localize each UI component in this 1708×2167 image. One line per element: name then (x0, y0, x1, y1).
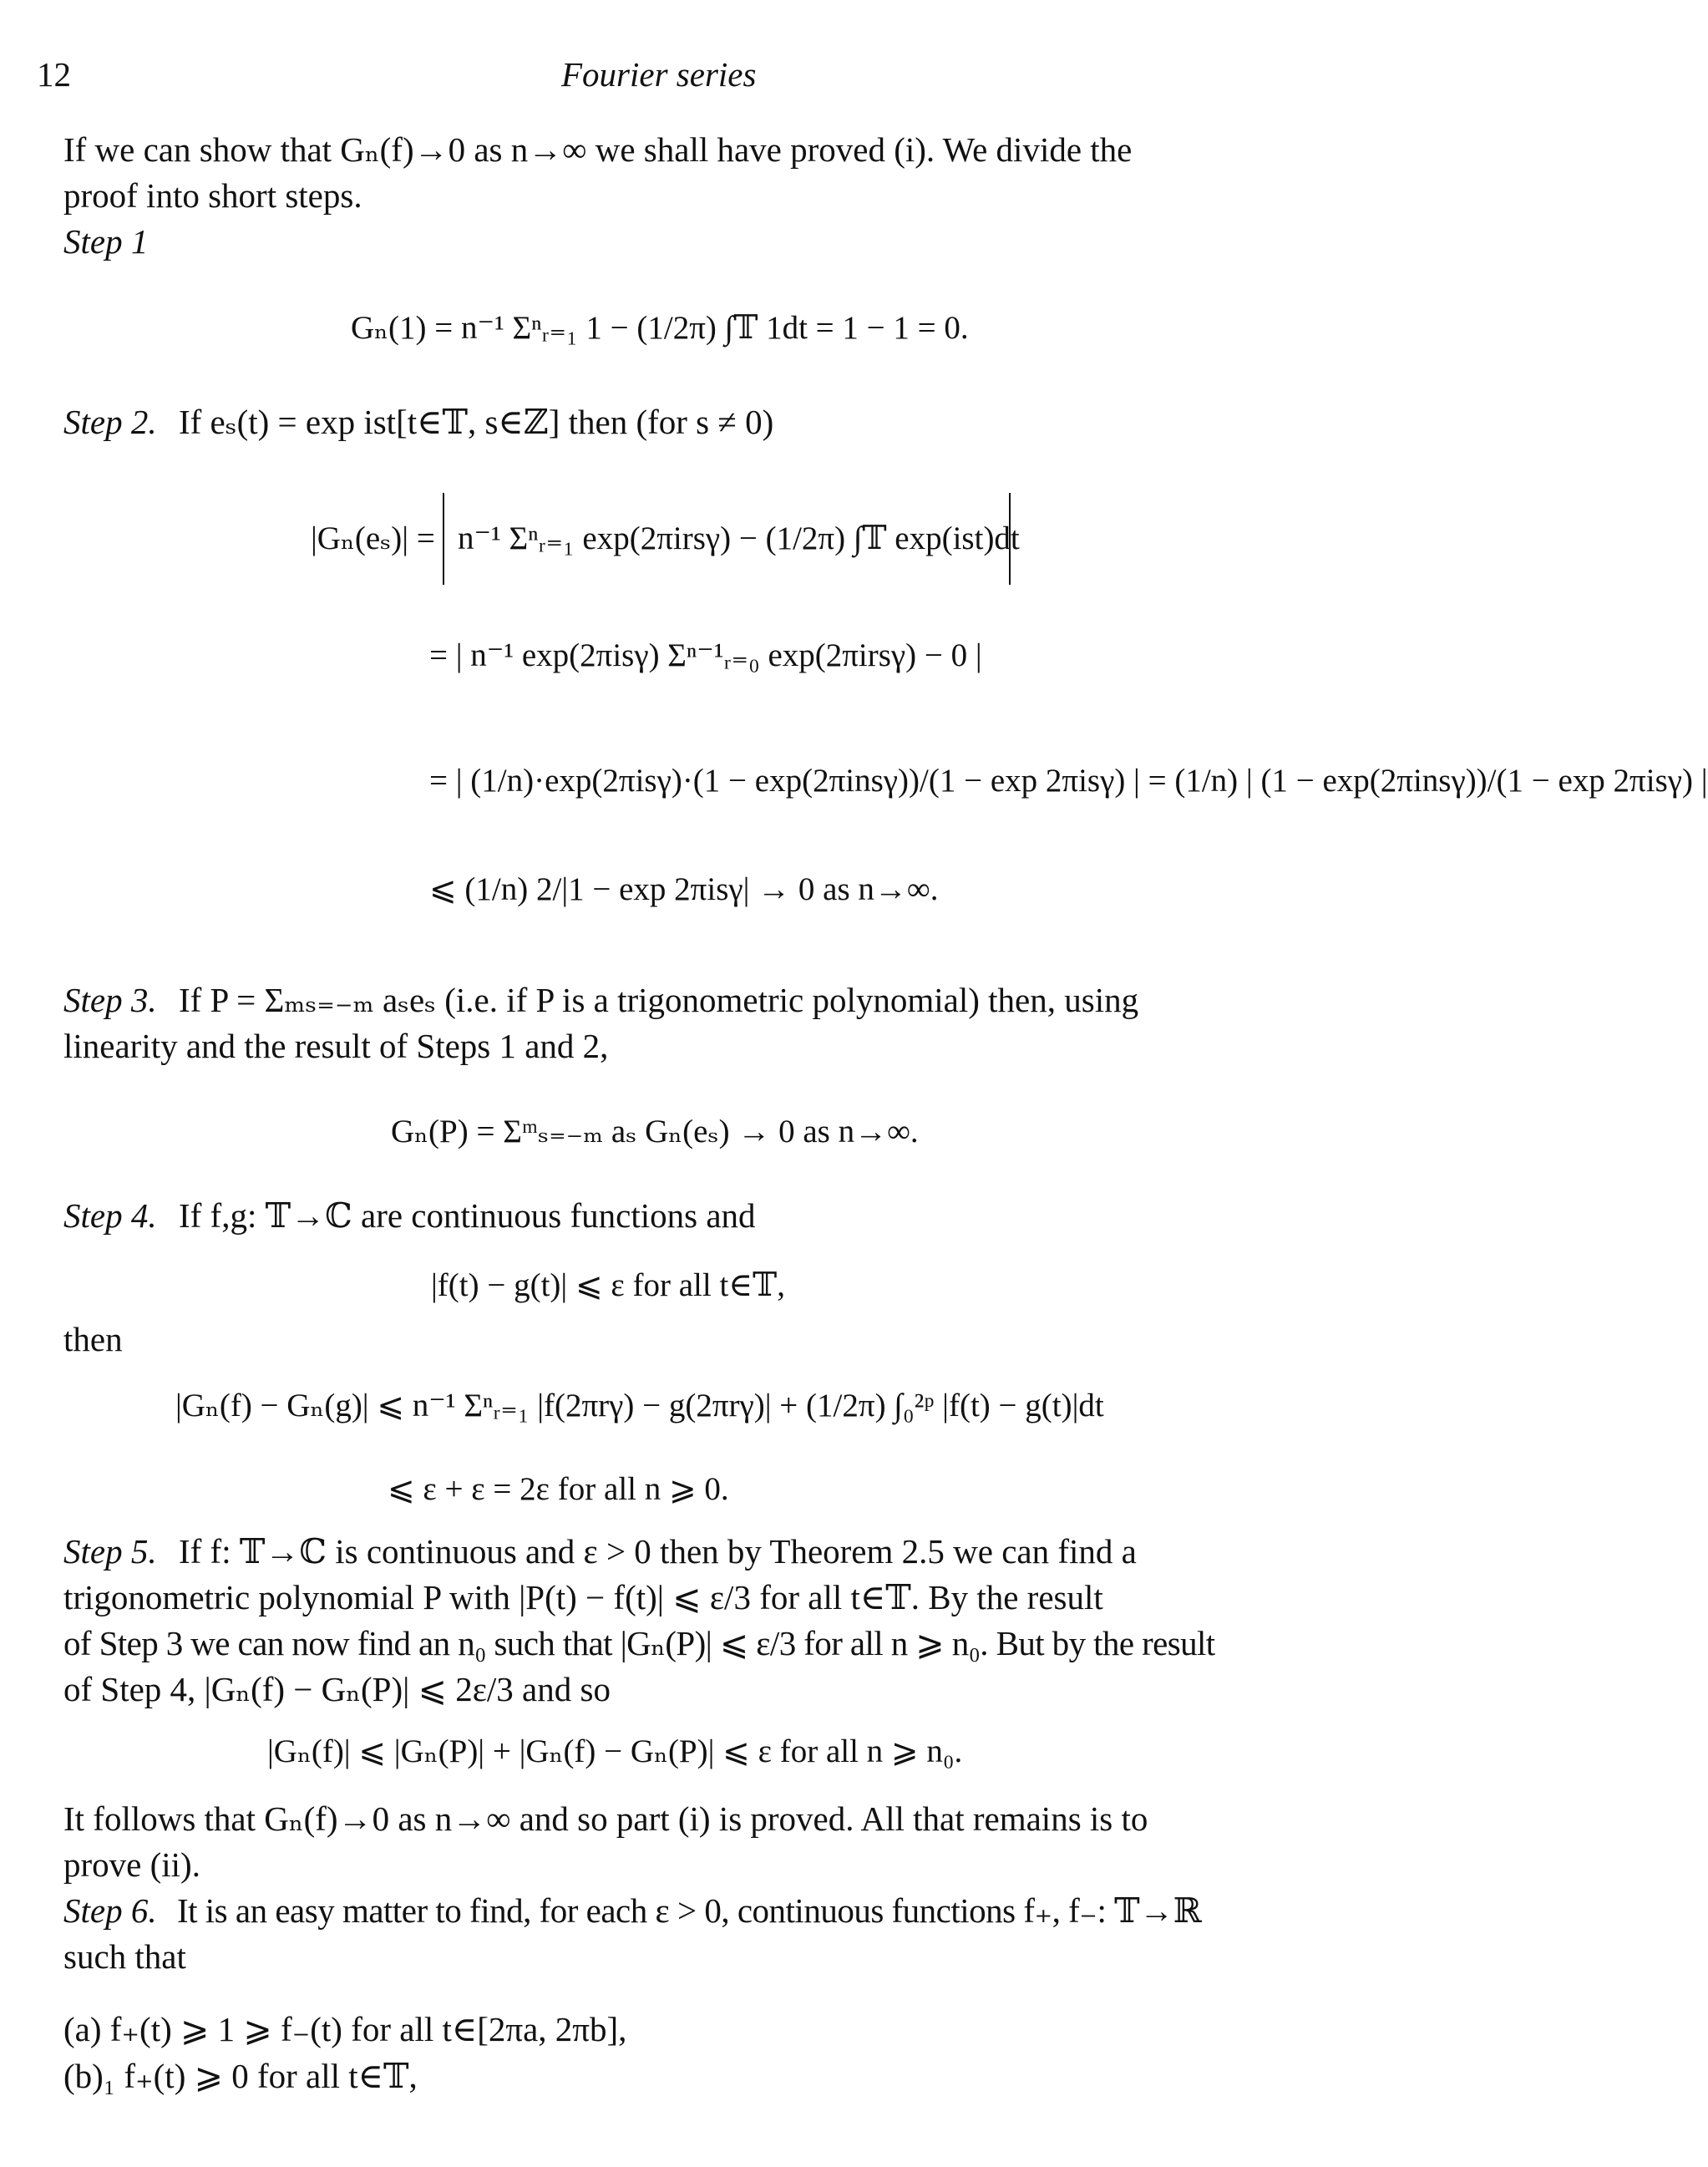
abs-bar-left-1 (443, 493, 444, 585)
equation-step-2-lhs: |Gₙ(eₛ)| = (311, 520, 435, 556)
step-5-label: Step 5. (63, 1532, 157, 1571)
list-item-b1: (b)₁ f₊(t) ⩾ 0 for all t∈𝕋, (63, 2057, 418, 2095)
equation-step-2-line-2: = | n⁻¹ exp(2πisγ) Σⁿ⁻¹ᵣ₌₀ exp(2πirsγ) − 0 | (429, 637, 982, 673)
step-4-text: If f,g: 𝕋→ℂ are continuous functions and (179, 1196, 756, 1235)
step-6-label: Step 6. (63, 1891, 157, 1930)
equation-step-5: |Gₙ(f)| ⩽ |Gₙ(P)| + |Gₙ(f) − Gₙ(P)| ⩽ ε for all n ⩾ n₀. (267, 1733, 963, 1769)
equation-step-3: Gₙ(P) = Σᵐₛ₌₋ₘ aₛ Gₙ(eₛ) → 0 as n→∞. (391, 1114, 919, 1149)
step-5-line-1: If f: 𝕋→ℂ is continuous and ε > 0 then by Theorem 2.5 we can find a (179, 1532, 1137, 1571)
step-5-line-3: of Step 3 we can now find an n₀ such that |Gₙ(P)| ⩽ ε/3 for all n ⩾ n₀. But by the result (63, 1624, 1215, 1662)
equation-step-4-line-1: |Gₙ(f) − Gₙ(g)| ⩽ n⁻¹ Σⁿᵣ₌₁ |f(2πrγ) − g(2πrγ)| + (1/2π) ∫₀²ᵖ |f(t) − g(t)|dt (175, 1388, 1104, 1424)
step-4-label: Step 4. (63, 1196, 157, 1235)
equation-step-2-line-4: ⩽ (1/n) 2/|1 − exp 2πisγ| → 0 as n→∞. (429, 871, 939, 907)
step-3-line-1: If P = Σₘₛ₌₋ₘ aₛeₛ (i.e. if P is a trigonometric polynomial) then, using (179, 981, 1139, 1019)
step-6-line-1: It is an easy matter to find, for each ε > 0, continuous functions f₊, f₋: 𝕋→ℝ (177, 1891, 1202, 1930)
page-number: 12 (37, 55, 71, 94)
equation-step-2-line-1: n⁻¹ Σⁿᵣ₌₁ exp(2πirsγ) − (1/2π) ∫𝕋 exp(ist)dt (458, 520, 1020, 556)
equation-step-4-line-2: ⩽ ε + ε = 2ε for all n ⩾ 0. (388, 1471, 729, 1507)
intro-line-1: If we can show that Gₙ(f)→0 as n→∞ we shall have proved (i). We divide the (63, 130, 1133, 169)
list-item-a: (a) f₊(t) ⩾ 1 ⩾ f₋(t) for all t∈[2πa, 2πb], (63, 2010, 627, 2048)
conclusion-line-1: It follows that Gₙ(f)→0 as n→∞ and so part (i) is proved. All that remains is to (63, 1799, 1148, 1838)
step-6-line-2: such that (63, 1937, 186, 1976)
step-2-label: Step 2. (63, 403, 157, 441)
step-5-line-4: of Step 4, |Gₙ(f) − Gₙ(P)| ⩽ 2ε/3 and so (63, 1670, 611, 1708)
intro-line-2: proof into short steps. (63, 176, 362, 215)
step-5-line-2: trigonometric polynomial P with |P(t) − f(t)| ⩽ ε/3 for all t∈𝕋. By the result (63, 1578, 1103, 1616)
equation-step-1: Gₙ(1) = n⁻¹ Σⁿᵣ₌₁ 1 − (1/2π) ∫𝕋 1dt = 1 − 1 = 0. (351, 310, 969, 346)
step-2-text: If eₛ(t) = exp ist[t∈𝕋, s∈ℤ] then (for s ≠ 0) (179, 403, 774, 441)
step-4-then: then (63, 1320, 123, 1358)
equation-step-4-condition: |f(t) − g(t)| ⩽ ε for all t∈𝕋, (431, 1267, 785, 1303)
step-3-line-2: linearity and the result of Steps 1 and 2, (63, 1027, 609, 1065)
conclusion-line-2: prove (ii). (63, 1845, 200, 1884)
step-3-label: Step 3. (63, 981, 157, 1019)
equation-step-2-line-3: = | (1/n)·exp(2πisγ)·(1 − exp(2πinsγ))/(1 − exp 2πisγ) | = (1/n) | (1 − exp(2πinsγ))/(1 − exp 2πisγ) | (429, 763, 1708, 799)
step-1-label: Step 1 (63, 222, 149, 261)
running-title: Fourier series (561, 55, 757, 94)
abs-bar-right-1 (1009, 493, 1011, 585)
